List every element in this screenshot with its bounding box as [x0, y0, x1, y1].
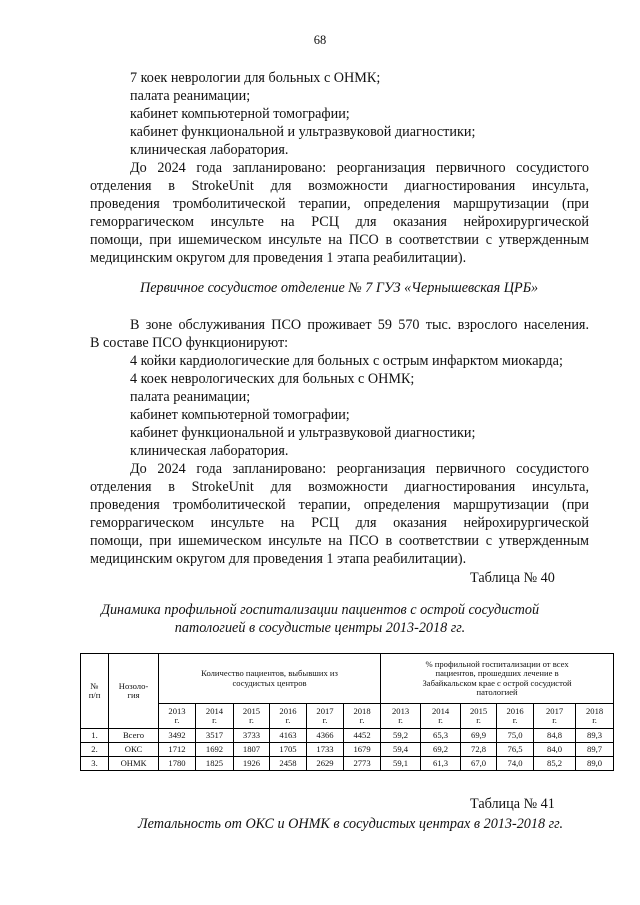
paragraph-line: геморрагическом инсульте на РСЦ для оказания нейрохирургической: [90, 214, 589, 230]
count-cell: 4163: [270, 729, 307, 743]
paragraph-line: До 2024 года запланировано: реорганизация первичного сосудистого: [130, 461, 589, 477]
year-header: 2016 г.: [270, 704, 307, 729]
table-caption: Динамика профильной госпитализации пациентов с острой сосудистой: [100, 602, 540, 618]
percent-cell: 59,1: [381, 757, 421, 771]
year-header: 2015 г.: [461, 704, 497, 729]
count-cell: 2773: [344, 757, 381, 771]
list-item: палата реанимации;: [130, 88, 251, 104]
header-number: № п/п: [81, 654, 109, 729]
year-header: 2014 г.: [196, 704, 234, 729]
percent-cell: 67,0: [461, 757, 497, 771]
paragraph-line: В зоне обслуживания ПСО проживает 59 570 тыс. взрослого населения.: [130, 317, 589, 333]
table-caption: патологией в сосудистые центры 2013-2018 гг.: [174, 620, 466, 636]
percent-cell: 85,2: [534, 757, 576, 771]
list-item: кабинет компьютерной томографии;: [130, 407, 350, 423]
list-item: кабинет функциональной и ультразвуковой диагностики;: [130, 124, 476, 140]
year-header: 2018 г.: [576, 704, 614, 729]
count-cell: 2458: [270, 757, 307, 771]
count-cell: 1705: [270, 743, 307, 757]
table-row: [81, 729, 614, 743]
percent-cell: 89,3: [576, 729, 614, 743]
percent-cell: 75,0: [497, 729, 534, 743]
paragraph-line: отделения в StrokeUnit для возможности диагностирования инсульта,: [90, 479, 589, 495]
percent-cell: 65,3: [421, 729, 461, 743]
list-item: клиническая лаборатория.: [130, 142, 289, 158]
table-row: [81, 757, 614, 771]
year-header: 2013 г.: [381, 704, 421, 729]
row-number: 1.: [81, 729, 109, 743]
count-cell: 3733: [234, 729, 270, 743]
count-cell: 3517: [196, 729, 234, 743]
table-caption: Летальность от ОКС и ОНМК в сосудистых центрах в 2013-2018 гг.: [138, 816, 564, 832]
count-cell: 1825: [196, 757, 234, 771]
list-item: кабинет компьютерной томографии;: [130, 106, 350, 122]
year-header: 2017 г.: [534, 704, 576, 729]
row-name: Всего: [109, 729, 159, 743]
data-table: [80, 653, 614, 771]
count-cell: 1712: [159, 743, 196, 757]
paragraph-line: геморрагическом инсульте на РСЦ для оказания нейрохирургической: [90, 515, 589, 531]
count-cell: 4366: [307, 729, 344, 743]
paragraph-line: отделения в StrokeUnit для возможности диагностирования инсульта,: [90, 178, 589, 194]
row-name: ОНМК: [109, 757, 159, 771]
count-cell: 1780: [159, 757, 196, 771]
year-header: 2017 г.: [307, 704, 344, 729]
list-item: 7 коек неврологии для больных с ОНМК;: [130, 70, 381, 86]
percent-cell: 84,8: [534, 729, 576, 743]
count-cell: 2629: [307, 757, 344, 771]
paragraph-line: помощи, при ишемическом инсульте на ПСО в соответствии с утвержденным: [90, 232, 589, 248]
year-header: 2014 г.: [421, 704, 461, 729]
page-number: 68: [313, 33, 327, 47]
header-nosology: Нозоло- гия: [109, 654, 159, 729]
count-cell: 3492: [159, 729, 196, 743]
percent-cell: 72,8: [461, 743, 497, 757]
percent-cell: 69,9: [461, 729, 497, 743]
year-header: 2015 г.: [234, 704, 270, 729]
count-cell: 1692: [196, 743, 234, 757]
year-header: 2018 г.: [344, 704, 381, 729]
percent-cell: 89,0: [576, 757, 614, 771]
list-item: палата реанимации;: [130, 389, 251, 405]
header-count: Количество пациентов, выбывших из сосудистых центров: [159, 654, 381, 704]
percent-cell: 89,7: [576, 743, 614, 757]
table-row: [81, 743, 614, 757]
count-cell: 1679: [344, 743, 381, 757]
count-cell: 4452: [344, 729, 381, 743]
percent-cell: 76,5: [497, 743, 534, 757]
header-percent: % профильной госпитализации от всех пациентов, прошедших лечение в Забайкальском крае с острой сосудистой патологией: [381, 654, 614, 704]
count-cell: 1733: [307, 743, 344, 757]
list-item: клиническая лаборатория.: [130, 443, 289, 459]
percent-cell: 59,4: [381, 743, 421, 757]
count-cell: 1926: [234, 757, 270, 771]
year-header: 2016 г.: [497, 704, 534, 729]
list-item: 4 койки кардиологические для больных с острым инфарктом миокарда;: [130, 353, 563, 369]
row-number: 2.: [81, 743, 109, 757]
paragraph-line: помощи, при ишемическом инсульте на ПСО в соответствии с утвержденным: [90, 533, 589, 549]
table-label: Таблица № 41: [470, 796, 555, 812]
year-header: 2013 г.: [159, 704, 196, 729]
list-item: кабинет функциональной и ультразвуковой диагностики;: [130, 425, 476, 441]
paragraph-line: медицинским округом для проведения 1 этапа реабилитации).: [90, 250, 467, 266]
section-heading: Первичное сосудистое отделение № 7 ГУЗ «Чернышевская ЦРБ»: [140, 280, 539, 296]
paragraph-line: проведения тромболитической терапии, определения маршрутизации (при: [90, 497, 589, 513]
percent-cell: 61,3: [421, 757, 461, 771]
percent-cell: 69,2: [421, 743, 461, 757]
count-cell: 1807: [234, 743, 270, 757]
paragraph-line: В составе ПСО функционируют:: [90, 335, 289, 351]
table-label: Таблица № 40: [470, 570, 555, 586]
percent-cell: 59,2: [381, 729, 421, 743]
percent-cell: 84,0: [534, 743, 576, 757]
percent-cell: 74,0: [497, 757, 534, 771]
paragraph-line: медицинским округом для проведения 1 этапа реабилитации).: [90, 551, 467, 567]
paragraph-line: До 2024 года запланировано: реорганизация первичного сосудистого: [130, 160, 589, 176]
row-number: 3.: [81, 757, 109, 771]
list-item: 4 коек неврологических для больных с ОНМК;: [130, 371, 415, 387]
paragraph-line: проведения тромболитической терапии, определения маршрутизации (при: [90, 196, 589, 212]
row-name: ОКС: [109, 743, 159, 757]
